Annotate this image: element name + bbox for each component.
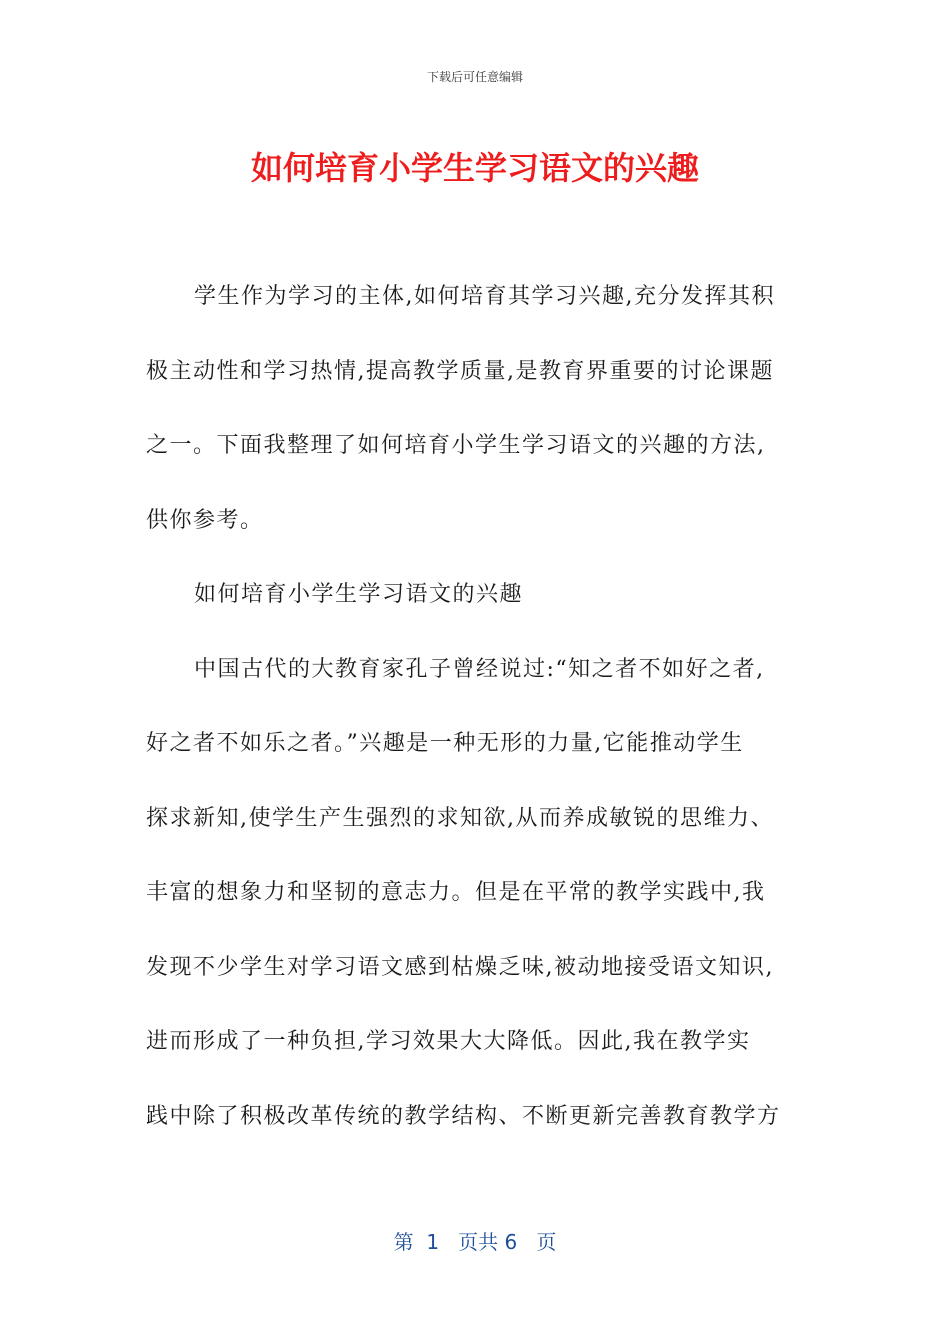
text-line: 进而形成了一种负担,学习效果大大降低。因此,我在教学实 [146, 1029, 751, 1054]
text-line: 好之者不如乐之者。”兴趣是一种无形的力量,它能推动学生 [146, 731, 744, 756]
text-line: 践中除了积极改革传统的教学结构、不断更新完善教育教学方 [146, 1103, 781, 1129]
text-line: 如何培育小学生学习语文的兴趣 [194, 582, 524, 607]
header-note: 下载后可任意编辑 [426, 70, 523, 84]
text-line: 之一。下面我整理了如何培育小学生学习语文的兴趣的方法, [146, 433, 766, 458]
text-line: 学生作为学习的主体,如何培育其学习兴趣,充分发挥其积 [194, 284, 775, 309]
text-line: 供你参考。 [146, 507, 264, 533]
text-line: 中国古代的大教育家孔子曾经说过:“知之者不如好之者, [194, 656, 765, 682]
text-line: 探求新知,使学生产生强烈的求知欲,从而养成敏锐的思维力、 [146, 805, 774, 831]
text-line: 发现不少学生对学习语文感到枯燥乏味,被动地接受语文知识, [146, 954, 774, 980]
text-line: 丰富的想象力和坚韧的意志力。但是在平常的教学实践中,我 [146, 880, 766, 905]
document-body [146, 275, 814, 1169]
document-title: 如何培育小学生学习语文的兴趣 [250, 149, 699, 187]
text-line: 极主动性和学习热情,提高教学质量,是教育界重要的讨论课题 [146, 358, 774, 384]
page-footer: 第 1 页共 6 页 [393, 1230, 557, 1254]
